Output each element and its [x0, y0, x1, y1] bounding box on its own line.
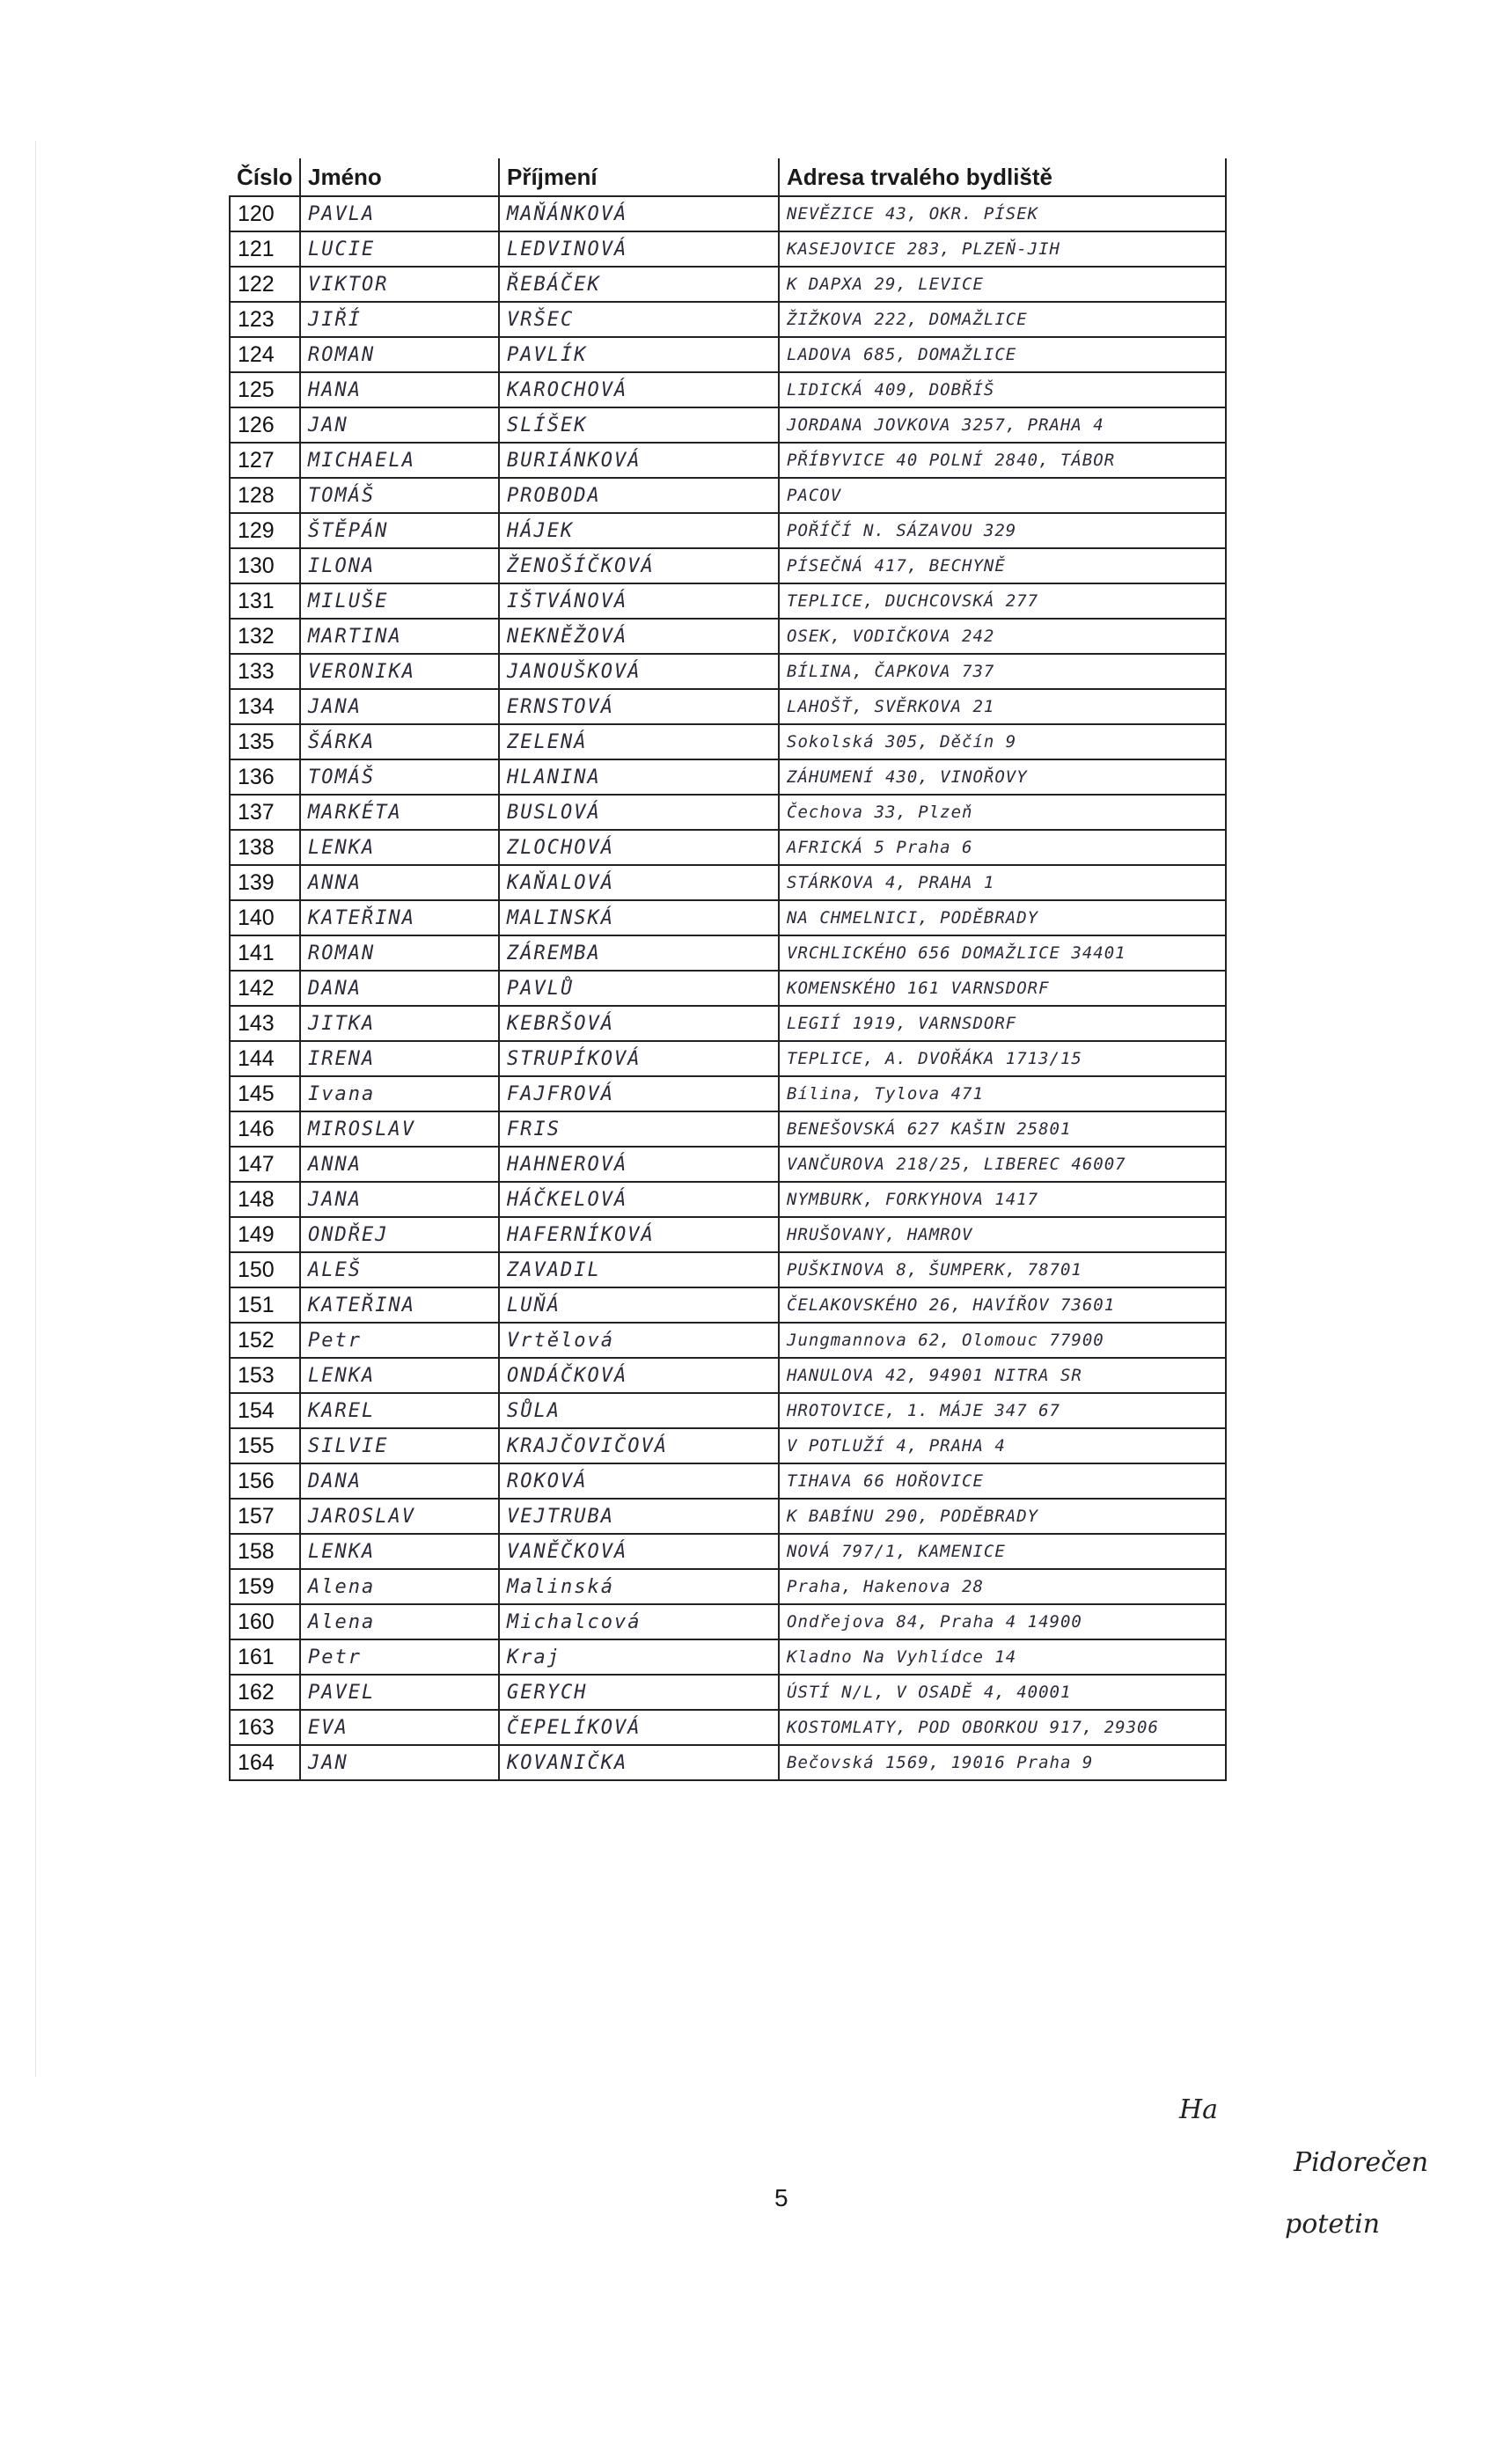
table-row [230, 513, 1226, 548]
page-number: 5 [774, 2184, 788, 2211]
table-row [230, 830, 1226, 865]
row-last-name: Michalcová [499, 1604, 779, 1639]
row-address: K DAPXA 29, LEVICE [779, 267, 1226, 302]
row-first-name: VIKTOR [300, 267, 499, 302]
table-row [230, 1217, 1226, 1252]
row-address: POŘÍČÍ N. SÁZAVOU 329 [779, 513, 1226, 548]
row-last-name: HAFERNÍKOVÁ [499, 1217, 779, 1252]
row-first-name: TOMÁŠ [300, 759, 499, 795]
table-row [230, 654, 1226, 689]
row-address: ZÁHUMENÍ 430, VINOŘOVY [779, 759, 1226, 795]
row-address: PÍSEČNÁ 417, BECHYNĚ [779, 548, 1226, 583]
table-row [230, 1323, 1226, 1358]
row-address: NYMBURK, FORKYHOVA 1417 [779, 1182, 1226, 1217]
table-row [230, 1675, 1226, 1710]
row-number: 123 [230, 302, 300, 337]
row-address: Praha, Hakenova 28 [779, 1569, 1226, 1604]
row-last-name: IŠTVÁNOVÁ [499, 583, 779, 619]
row-last-name: JANOUŠKOVÁ [499, 654, 779, 689]
row-number: 149 [230, 1217, 300, 1252]
row-first-name: JAN [300, 1745, 499, 1780]
row-address: TIHAVA 66 HOŘOVICE [779, 1463, 1226, 1499]
row-address: NA CHMELNICI, PODĚBRADY [779, 900, 1226, 935]
table-row [230, 759, 1226, 795]
table-row [230, 971, 1226, 1006]
row-address: VRCHLICKÉHO 656 DOMAŽLICE 34401 [779, 935, 1226, 971]
row-address: HRUŠOVANY, HAMROV [779, 1217, 1226, 1252]
row-first-name: KATEŘINA [300, 1287, 499, 1323]
row-last-name: STRUPÍKOVÁ [499, 1041, 779, 1076]
row-number: 151 [230, 1287, 300, 1323]
table-body [230, 196, 1226, 1780]
table-row [230, 1569, 1226, 1604]
row-address: HANULOVA 42, 94901 NITRA SR [779, 1358, 1226, 1393]
row-last-name: KEBRŠOVÁ [499, 1006, 779, 1041]
row-number: 154 [230, 1393, 300, 1428]
row-first-name: ŠÁRKA [300, 724, 499, 759]
row-address: PUŠKINOVA 8, ŠUMPERK, 78701 [779, 1252, 1226, 1287]
row-last-name: FRIS [499, 1111, 779, 1147]
row-address: STÁRKOVA 4, PRAHA 1 [779, 865, 1226, 900]
row-number: 124 [230, 337, 300, 372]
row-address: KASEJOVICE 283, PLZEŇ-JIH [779, 231, 1226, 267]
row-last-name: KRAJČOVIČOVÁ [499, 1428, 779, 1463]
table-row [230, 443, 1226, 478]
table-row [230, 865, 1226, 900]
row-last-name: ZLOCHOVÁ [499, 830, 779, 865]
row-first-name: ROMAN [300, 935, 499, 971]
row-number: 155 [230, 1428, 300, 1463]
row-last-name: GERYCH [499, 1675, 779, 1710]
table-row [230, 795, 1226, 830]
row-first-name: IRENA [300, 1041, 499, 1076]
row-number: 122 [230, 267, 300, 302]
row-first-name: MICHAELA [300, 443, 499, 478]
row-last-name: PROBODA [499, 478, 779, 513]
table-row [230, 689, 1226, 724]
row-address: TEPLICE, DUCHCOVSKÁ 277 [779, 583, 1226, 619]
row-first-name: MIROSLAV [300, 1111, 499, 1147]
row-number: 135 [230, 724, 300, 759]
row-first-name: JANA [300, 689, 499, 724]
row-last-name: FAJFROVÁ [499, 1076, 779, 1111]
row-number: 134 [230, 689, 300, 724]
table-row [230, 1499, 1226, 1534]
row-number: 148 [230, 1182, 300, 1217]
row-number: 153 [230, 1358, 300, 1393]
row-first-name: MARKÉTA [300, 795, 499, 830]
table-row [230, 619, 1226, 654]
table-row [230, 935, 1226, 971]
row-first-name: Ivana [300, 1076, 499, 1111]
row-number: 132 [230, 619, 300, 654]
row-number: 129 [230, 513, 300, 548]
row-number: 139 [230, 865, 300, 900]
table-row [230, 1076, 1226, 1111]
row-first-name: MARTINA [300, 619, 499, 654]
row-number: 127 [230, 443, 300, 478]
row-last-name: HAHNEROVÁ [499, 1147, 779, 1182]
row-number: 160 [230, 1604, 300, 1639]
row-address: V POTLUŽÍ 4, PRAHA 4 [779, 1428, 1226, 1463]
row-first-name: JITKA [300, 1006, 499, 1041]
row-last-name: ZELENÁ [499, 724, 779, 759]
row-first-name: Petr [300, 1323, 499, 1358]
row-number: 128 [230, 478, 300, 513]
row-last-name: ŘEBÁČEK [499, 267, 779, 302]
row-last-name: ZÁREMBA [499, 935, 779, 971]
row-address: LIDICKÁ 409, DOBŘÍŠ [779, 372, 1226, 407]
table-row [230, 1041, 1226, 1076]
row-last-name: ONDÁČKOVÁ [499, 1358, 779, 1393]
row-last-name: Malinská [499, 1569, 779, 1604]
header-first-name: Jméno [300, 158, 499, 196]
row-first-name: PAVLA [300, 196, 499, 231]
table-row [230, 1604, 1226, 1639]
row-address: BENEŠOVSKÁ 627 KAŠIN 25801 [779, 1111, 1226, 1147]
row-last-name: BURIÁNKOVÁ [499, 443, 779, 478]
row-address: JORDANA JOVKOVA 3257, PRAHA 4 [779, 407, 1226, 443]
row-number: 157 [230, 1499, 300, 1534]
row-first-name: JAN [300, 407, 499, 443]
row-address: AFRICKÁ 5 Praha 6 [779, 830, 1226, 865]
row-last-name: Vrtělová [499, 1323, 779, 1358]
row-number: 159 [230, 1569, 300, 1604]
row-address: Bečovská 1569, 19016 Praha 9 [779, 1745, 1226, 1780]
row-number: 125 [230, 372, 300, 407]
row-first-name: ANNA [300, 1147, 499, 1182]
row-number: 143 [230, 1006, 300, 1041]
row-first-name: MILUŠE [300, 583, 499, 619]
row-last-name: ERNSTOVÁ [499, 689, 779, 724]
row-last-name: PAVLŮ [499, 971, 779, 1006]
table-row [230, 302, 1226, 337]
row-number: 163 [230, 1710, 300, 1745]
row-last-name: PAVLÍK [499, 337, 779, 372]
row-last-name: ZAVADIL [499, 1252, 779, 1287]
row-first-name: JIŘÍ [300, 302, 499, 337]
row-last-name: Kraj [499, 1639, 779, 1675]
row-first-name: JAROSLAV [300, 1499, 499, 1534]
row-first-name: ILONA [300, 548, 499, 583]
header-number: Číslo [230, 158, 300, 196]
table-row [230, 1428, 1226, 1463]
row-number: 147 [230, 1147, 300, 1182]
row-last-name: KAŇALOVÁ [499, 865, 779, 900]
table-row [230, 1710, 1226, 1745]
table-row [230, 267, 1226, 302]
row-number: 133 [230, 654, 300, 689]
row-address: ŽIŽKOVA 222, DOMAŽLICE [779, 302, 1226, 337]
table-row [230, 372, 1226, 407]
row-last-name: MAŇÁNKOVÁ [499, 196, 779, 231]
row-first-name: Alena [300, 1569, 499, 1604]
row-number: 138 [230, 830, 300, 865]
row-last-name: HÁJEK [499, 513, 779, 548]
row-last-name: VANĚČKOVÁ [499, 1534, 779, 1569]
row-first-name: LUCIE [300, 231, 499, 267]
row-last-name: HLANINA [499, 759, 779, 795]
row-last-name: SŮLA [499, 1393, 779, 1428]
row-number: 152 [230, 1323, 300, 1358]
row-last-name: BUSLOVÁ [499, 795, 779, 830]
table-row [230, 1639, 1226, 1675]
row-last-name: MALINSKÁ [499, 900, 779, 935]
row-address: ČELAKOVSKÉHO 26, HAVÍŘOV 73601 [779, 1287, 1226, 1323]
table-row [230, 1111, 1226, 1147]
row-first-name: KAREL [300, 1393, 499, 1428]
row-number: 161 [230, 1639, 300, 1675]
row-address: Ondřejova 84, Praha 4 14900 [779, 1604, 1226, 1639]
row-address: LEGIÍ 1919, VARNSDORF [779, 1006, 1226, 1041]
row-number: 136 [230, 759, 300, 795]
table-row [230, 196, 1226, 231]
row-number: 131 [230, 583, 300, 619]
row-number: 158 [230, 1534, 300, 1569]
row-address: TEPLICE, A. DVOŘÁKA 1713/15 [779, 1041, 1226, 1076]
row-first-name: LENKA [300, 830, 499, 865]
scan-edge-line [35, 141, 36, 2077]
margin-note: potetin [1285, 2209, 1381, 2240]
table-row [230, 478, 1226, 513]
row-first-name: DANA [300, 971, 499, 1006]
row-first-name: SILVIE [300, 1428, 499, 1463]
row-last-name: KAROCHOVÁ [499, 372, 779, 407]
row-number: 145 [230, 1076, 300, 1111]
table-row [230, 407, 1226, 443]
row-first-name: KATEŘINA [300, 900, 499, 935]
table-row [230, 1147, 1226, 1182]
row-last-name: SLÍŠEK [499, 407, 779, 443]
row-address: LADOVA 685, DOMAŽLICE [779, 337, 1226, 372]
margin-note: Ha [1179, 2094, 1219, 2125]
row-address: BÍLINA, ČAPKOVA 737 [779, 654, 1226, 689]
row-address: Bílina, Tylova 471 [779, 1076, 1226, 1111]
row-number: 130 [230, 548, 300, 583]
row-address: NOVÁ 797/1, KAMENICE [779, 1534, 1226, 1569]
header-last-name: Příjmení [499, 158, 779, 196]
row-last-name: LEDVINOVÁ [499, 231, 779, 267]
row-first-name: HANA [300, 372, 499, 407]
row-last-name: VEJTRUBA [499, 1499, 779, 1534]
row-address: HROTOVICE, 1. MÁJE 347 67 [779, 1393, 1226, 1428]
row-last-name: HÁČKELOVÁ [499, 1182, 779, 1217]
row-number: 162 [230, 1675, 300, 1710]
row-address: Kladno Na Vyhlídce 14 [779, 1639, 1226, 1675]
margin-note: Pidorečen [1294, 2147, 1429, 2178]
row-last-name: KOVANIČKA [499, 1745, 779, 1780]
row-first-name: ALEŠ [300, 1252, 499, 1287]
row-number: 146 [230, 1111, 300, 1147]
row-first-name: DANA [300, 1463, 499, 1499]
table-row [230, 900, 1226, 935]
table-row [230, 583, 1226, 619]
table-row [230, 1006, 1226, 1041]
table-row [230, 1252, 1226, 1287]
row-address: KOMENSKÉHO 161 VARNSDORF [779, 971, 1226, 1006]
row-first-name: Petr [300, 1639, 499, 1675]
row-address: NEVĚZICE 43, OKR. PÍSEK [779, 196, 1226, 231]
table-row [230, 337, 1226, 372]
row-number: 141 [230, 935, 300, 971]
row-first-name: VERONIKA [300, 654, 499, 689]
row-number: 142 [230, 971, 300, 1006]
row-first-name: Alena [300, 1604, 499, 1639]
table-row [230, 1393, 1226, 1428]
row-address: Čechova 33, Plzeň [779, 795, 1226, 830]
row-first-name: ONDŘEJ [300, 1217, 499, 1252]
row-first-name: LENKA [300, 1358, 499, 1393]
row-number: 144 [230, 1041, 300, 1076]
row-first-name: EVA [300, 1710, 499, 1745]
row-last-name: ŽENOŠÍČKOVÁ [499, 548, 779, 583]
row-address: VANČUROVA 218/25, LIBEREC 46007 [779, 1147, 1226, 1182]
row-number: 137 [230, 795, 300, 830]
row-number: 120 [230, 196, 300, 231]
row-address: PŘÍBYVICE 40 POLNÍ 2840, TÁBOR [779, 443, 1226, 478]
row-last-name: ROKOVÁ [499, 1463, 779, 1499]
row-last-name: LUŇÁ [499, 1287, 779, 1323]
row-first-name: ANNA [300, 865, 499, 900]
table-row [230, 1182, 1226, 1217]
row-address: Jungmannova 62, Olomouc 77900 [779, 1323, 1226, 1358]
table-row [230, 1463, 1226, 1499]
row-first-name: LENKA [300, 1534, 499, 1569]
row-number: 121 [230, 231, 300, 267]
row-first-name: PAVEL [300, 1675, 499, 1710]
table-row [230, 1358, 1226, 1393]
row-address: K BABÍNU 290, PODĚBRADY [779, 1499, 1226, 1534]
row-address: LAHOŠŤ, SVĚRKOVA 21 [779, 689, 1226, 724]
row-number: 156 [230, 1463, 300, 1499]
table-header-row [230, 158, 1226, 196]
table-row [230, 548, 1226, 583]
row-address: OSEK, VODIČKOVA 242 [779, 619, 1226, 654]
row-address: PACOV [779, 478, 1226, 513]
row-last-name: NEKNĚŽOVÁ [499, 619, 779, 654]
table-row [230, 724, 1226, 759]
table-row [230, 1287, 1226, 1323]
row-number: 126 [230, 407, 300, 443]
row-first-name: ROMAN [300, 337, 499, 372]
table-row [230, 231, 1226, 267]
header-address: Adresa trvalého bydliště [779, 158, 1226, 196]
row-address: Sokolská 305, Děčín 9 [779, 724, 1226, 759]
row-last-name: VRŠEC [499, 302, 779, 337]
row-number: 150 [230, 1252, 300, 1287]
row-first-name: TOMÁŠ [300, 478, 499, 513]
row-first-name: JANA [300, 1182, 499, 1217]
table-row [230, 1745, 1226, 1780]
petition-table [229, 158, 1227, 1781]
row-address: KOSTOMLATY, POD OBORKOU 917, 29306 [779, 1710, 1226, 1745]
row-first-name: ŠTĚPÁN [300, 513, 499, 548]
row-number: 164 [230, 1745, 300, 1780]
table-row [230, 1534, 1226, 1569]
row-address: ÚSTÍ N/L, V OSADĚ 4, 40001 [779, 1675, 1226, 1710]
row-number: 140 [230, 900, 300, 935]
row-last-name: ČEPELÍKOVÁ [499, 1710, 779, 1745]
